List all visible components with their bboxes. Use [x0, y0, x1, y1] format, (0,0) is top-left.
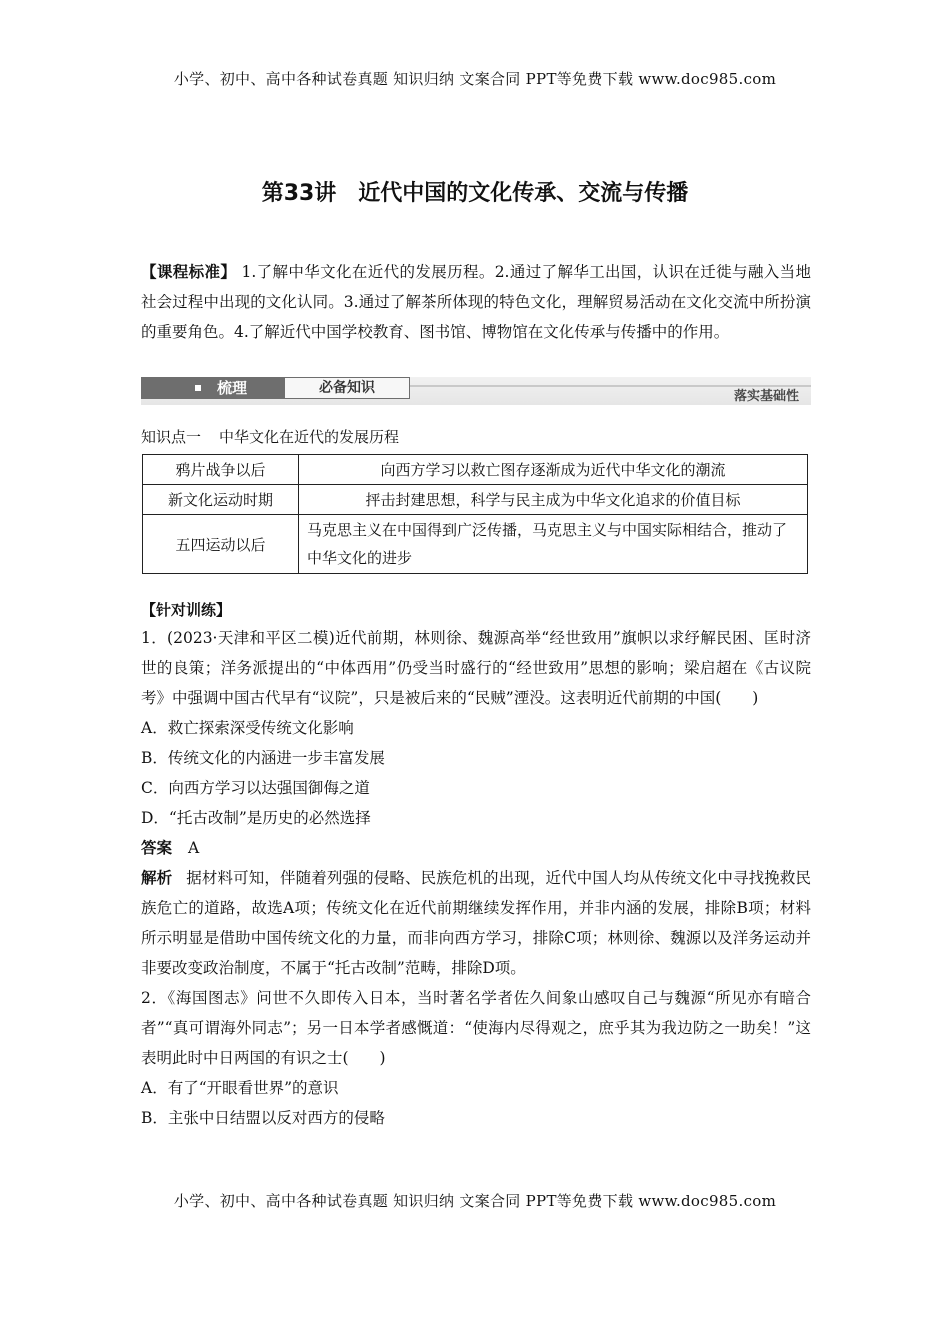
answer-value: A — [188, 839, 200, 857]
table-row — [143, 455, 808, 485]
question-1-option-b: B．传统文化的内涵进一步丰富发展 — [141, 749, 385, 767]
question-1-option-a: A．救亡探索深受传统文化影响 — [141, 719, 354, 737]
knowledge-table — [142, 454, 808, 574]
question-1-answer — [141, 833, 811, 863]
banner-right: 落实基础性 — [733, 389, 799, 404]
knowledge-point-title — [141, 426, 399, 447]
knowledge-point-label: 知识点一 — [141, 428, 202, 446]
course-standard-label: 【课程标准】 — [141, 263, 237, 281]
course-standard-text: 1.了解中华文化在近代的发展历程。2.通过了解华工出国，认识在迁徙与融入当地社会过程中出现的文化认同。3.通过了解茶所体现的特色文化，理解贸易活动在文化交流中所扮演的重要角色。4.了解近代中国学校教育、图书馆、博物馆在文化传承与传播中的作用。 — [141, 263, 811, 341]
course-standard — [141, 257, 811, 347]
square-icon — [195, 385, 201, 391]
page-title: 第33讲 近代中国的文化传承、交流与传播 — [261, 181, 689, 206]
knowledge-point-heading: 中华文化在近代的发展历程 — [219, 428, 400, 446]
question-2-option-b: B．主张中日结盟以反对西方的侵略 — [141, 1109, 385, 1127]
question-1-stem: 1．(2023·天津和平区二模)近代前期，林则徐、魏源高举“经世致用”旗帜以求纾解民困、匡时济世的良策；洋务派提出的“中体西用”仍受当时盛行的“经世致用”思想的影响；梁启超在《古议院考》中强调中国古代早有“议院”，只是被后来的“民贼”湮没。这表明近代前期的中国( ) — [141, 629, 811, 707]
page-footer: 小学、初中、高中各种试卷真题 知识归纳 文案合同 PPT等免费下载 www.doc985.com — [173, 1192, 777, 1210]
table-cell-content: 马克思主义在中国得到广泛传播，马克思主义与中国实际相结合，推动了中华文化的进步 — [299, 515, 808, 574]
practice-heading: 【针对训练】 — [141, 601, 232, 619]
question-1-option-c: C．向西方学习以达强国御侮之道 — [141, 779, 370, 797]
explanation-text: 据材料可知，伴随着列强的侵略、民族危机的出现，近代中国人均从传统文化中寻找挽救民族危亡的道路，故选A项；传统文化在近代前期继续发挥作用，并非内涵的发展，排除B项；材料所示明显是借助中国传统文化的力量，而非向西方学习，排除C项；林则徐、魏源以及洋务运动并非要改变政治制度，不属于“托古改制”范畴，排除D项。 — [141, 869, 811, 977]
table-cell-period: 新文化运动时期 — [143, 485, 299, 515]
practice-section — [141, 597, 811, 1133]
question-2-option-a: A．有了“开眼看世界”的意识 — [141, 1079, 339, 1097]
explanation-label: 解析 — [141, 869, 173, 887]
table-cell-period: 鸦片战争以后 — [143, 455, 299, 485]
banner-left-label: 梳理 — [217, 379, 248, 397]
question-1-option-d: D．“托古改制”是历史的必然选择 — [141, 809, 371, 827]
question-2-stem: 2．《海国图志》问世不久即传入日本，当时著名学者佐久间象山感叹自己与魏源“所见亦有暗合者”“真可谓海外同志”；另一日本学者感慨道：“使海内尽得观之，庶乎其为我边防之一助矣！”这表明此时中日两国的有识之士( ) — [141, 989, 811, 1067]
table-row — [143, 515, 808, 574]
page-header: 小学、初中、高中各种试卷真题 知识归纳 文案合同 PPT等免费下载 www.doc985.com — [173, 70, 777, 88]
question-1-explanation — [141, 863, 811, 983]
answer-label: 答案 — [141, 839, 173, 857]
table-cell-period: 五四运动以后 — [143, 515, 299, 574]
section-banner — [141, 377, 811, 405]
table-cell-content: 抨击封建思想，科学与民主成为中华文化追求的价值目标 — [299, 485, 808, 515]
banner-left — [141, 377, 284, 399]
table-cell-content: 向西方学习以救亡图存逐渐成为近代中华文化的潮流 — [299, 455, 808, 485]
table-row — [143, 485, 808, 515]
banner-tab: 必备知识 — [284, 377, 410, 399]
